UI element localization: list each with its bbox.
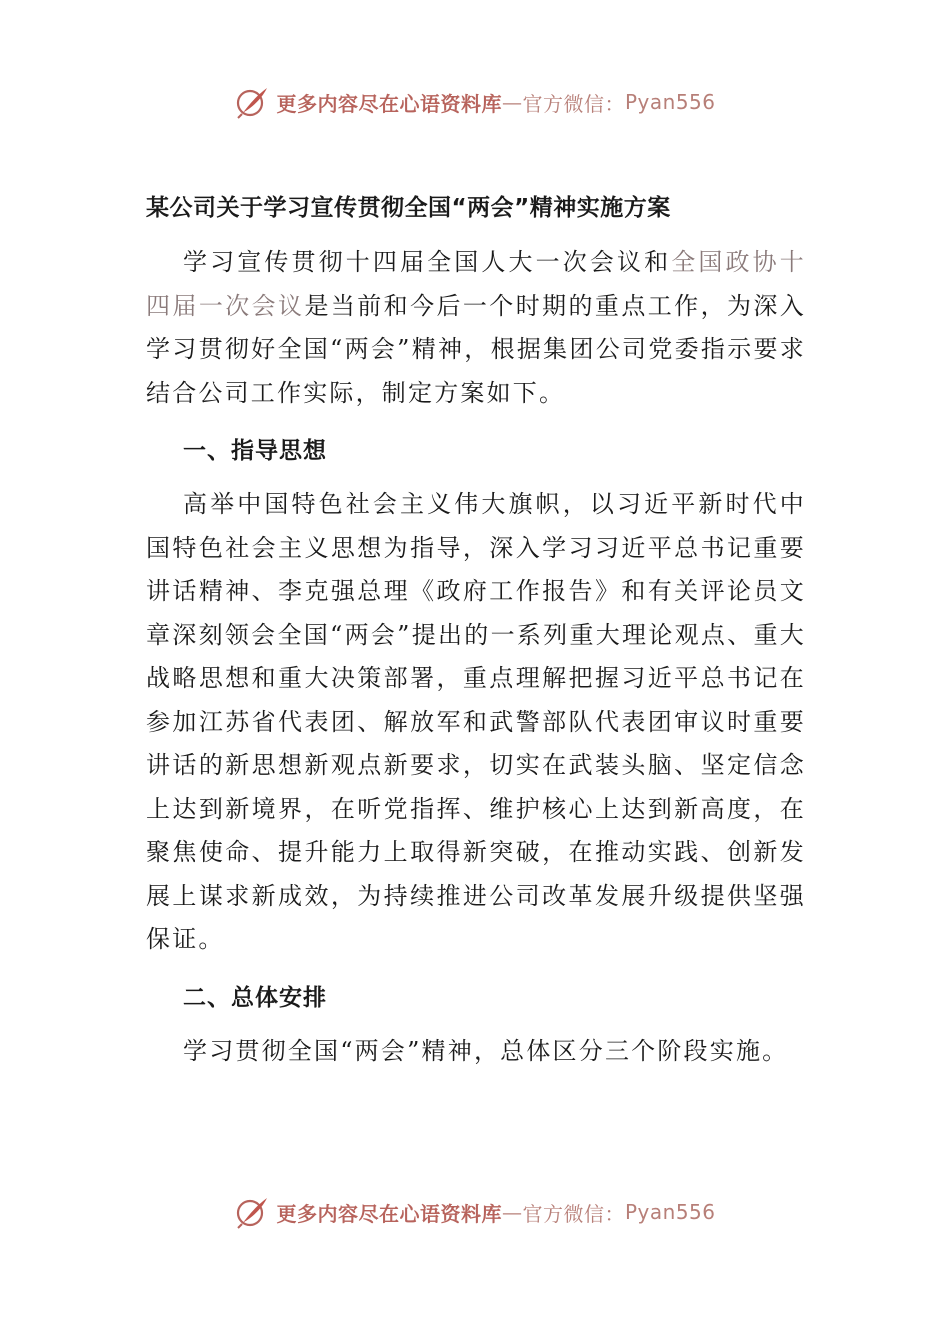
section-body-overall-arrangement: 学习贯彻全国“两会”精神，总体区分三个阶段实施。 (183, 1036, 789, 1065)
watermark-wechat-label: 官方微信： (522, 1201, 625, 1226)
intro-highlight: 全国政协十四届一次会议 (146, 248, 807, 320)
section-heading-guiding-thought: 一、指导思想 (183, 438, 327, 464)
section-heading-overall-arrangement: 二、总体安排 (183, 984, 327, 1011)
intro-paragraph (146, 241, 806, 415)
watermark-wechat-id: Pyan556 (624, 90, 716, 114)
document-body (146, 183, 806, 1073)
intro-text-part2: 是当前和今后一个时期的重点工作，为深入学习贯彻好全国“两会”精神，根据集团公司党委指示要求结合公司工作实际，制定方案如下。 (146, 291, 806, 407)
quill-logo-icon (234, 1194, 270, 1230)
watermark-footer (0, 1192, 950, 1232)
watermark-separator: — (501, 90, 523, 114)
watermark-header (0, 82, 950, 122)
watermark-brand: 更多内容尽在心语资料库 (276, 1201, 502, 1226)
watermark-wechat-id: Pyan556 (624, 1200, 716, 1224)
watermark-wechat-label: 官方微信： (522, 91, 625, 116)
watermark-brand: 更多内容尽在心语资料库 (276, 91, 502, 116)
watermark-separator: — (501, 1200, 523, 1224)
quill-logo-icon (234, 84, 270, 120)
intro-text-part1: 学习宣传贯彻十四届全国人大一次会议和 (183, 248, 672, 276)
section-body-guiding-thought: 高举中国特色社会主义伟大旗帜，以习近平新时代中国特色社会主义思想为指导，深入学习习近平总书记重要讲话精神、李克强总理《政府工作报告》和有关评论员文章深刻领会全国“两会”提出的一系列重大理论观点、重大战略思想和重大决策部署，重点理解把握习近平总书记在参加江苏省代表团、解放军和武警部队代表团审议时重要讲话的新思想新观点新要求，切实在武装头脑、坚定信念上达到新境界，在听党指挥、维护核心上达到新高度，在聚焦使命、提升能力上取得新突破，在推动实践、创新发展上谋求新成效，为持续推进公司改革发展升级提供坚强保证。 (146, 490, 806, 953)
document-title: 某公司关于学习宣传贯彻全国“两会”精神实施方案 (146, 195, 671, 221)
